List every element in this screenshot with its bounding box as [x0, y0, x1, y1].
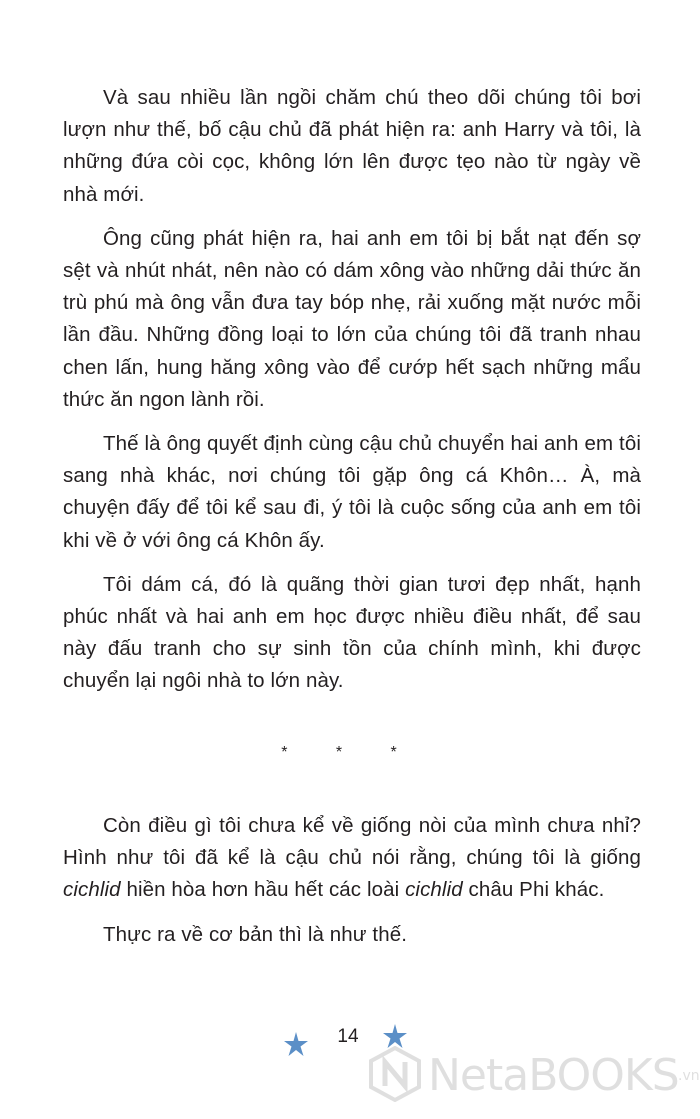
italic-term: cichlid — [63, 878, 121, 902]
watermark-suffix: .vn — [678, 1068, 700, 1084]
paragraph: Tôi dám cá, đó là quãng thời gian tươi đẹp nhất, hạnh phúc nhất và hai anh em học được nhiều điều nhất, để sau này đấu tranh cho sự sinh tồn của chính mình, khi được chuyển lại ngôi nhà to lớn này. — [63, 572, 641, 693]
watermark — [368, 1046, 700, 1102]
paragraph: Thực ra về cơ bản thì là như thế. — [103, 922, 408, 946]
paragraph: Ông cũng phát hiện ra, hai anh em tôi bị bắt nạt đến sợ sệt và nhút nhát, nên nào có dám xông vào những dải thức ăn trù phú mà ông vẫn đưa tay bóp nhẹ, rải xuống mặt nước mỗi lần đầu. Những đồng loại to lớn của chúng tôi đã tranh nhau chen lấn, hung hăng xông vào để cướp hết sạch những mẩu thức ăn ngon lành rồi. — [63, 226, 641, 411]
paragraph: Thế là ông quyết định cùng cậu chủ chuyển hai anh em tôi sang nhà khác, nơi chúng tôi gặp ông cá Khôn… À, mà chuyện đấy để tôi kể sau đi, ý tôi là cuộc sống của anh em tôi khi về ở với ông cá Khôn ấy. — [63, 432, 641, 552]
star-shape — [284, 1032, 308, 1056]
page-number: 14 — [337, 1026, 359, 1047]
star-icon — [282, 1032, 310, 1058]
paragraph: Và sau nhiều lần ngồi chăm chú theo dõi chúng tôi bơi lượn như thế, bố cậu chủ đã phát hiện ra: anh Harry và tôi, là những đứa còi cọc, không lớn lên được tẹo nào từ ngày về nhà mới. — [63, 86, 641, 206]
italic-term: cichlid — [405, 878, 463, 902]
watermark-brand: NetaBOOKS — [428, 1050, 679, 1101]
section-2 — [63, 810, 641, 963]
netabooks-logo-icon — [368, 1046, 422, 1102]
section-1 — [63, 82, 641, 710]
text-run: Còn điều gì tôi chưa kể về giống nòi của mình chưa nhỉ? Hình như tôi đã kể là cậu chủ nói rằng, chúng tôi là giống — [63, 814, 641, 870]
section-separator: * * * — [281, 744, 419, 761]
paragraph — [63, 810, 641, 907]
text-run: châu Phi khác. — [462, 878, 605, 902]
star-shape — [383, 1024, 407, 1048]
text-run: hiền hòa hơn hầu hết các loài — [120, 878, 406, 902]
